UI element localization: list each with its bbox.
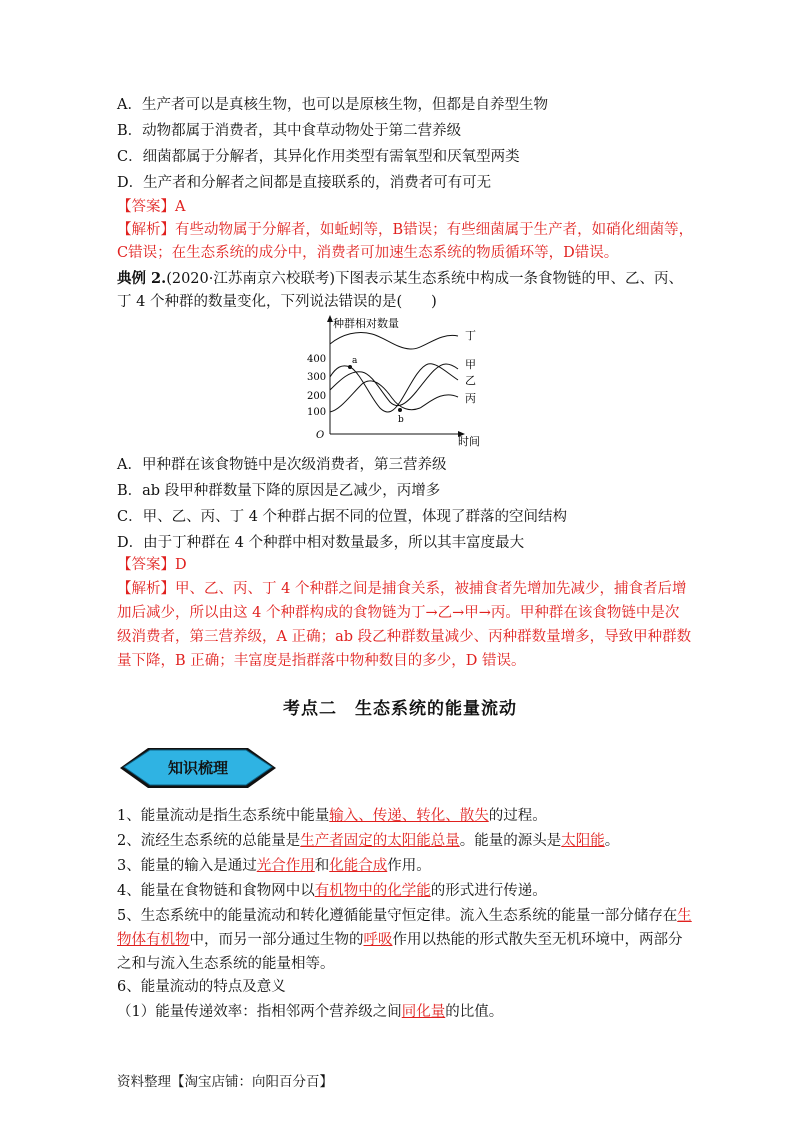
point-5-line-2 [117,930,683,950]
q2-stem-line-2: 丁 4 个种群的数量变化，下列说法错误的是( ) [117,294,437,310]
y-axis-label: 种群相对数量 [333,317,399,330]
knowledge-badge [118,745,278,791]
text: 和 [314,858,330,874]
q2-stem-line-1 [117,269,683,289]
point-5-line-3: 之和与流入生态系统的能量相等。 [117,956,335,972]
q2-answer [117,555,187,575]
blank-fill: 化能合成 [329,858,388,874]
blank-fill: 生产者固定的太阳能总量 [300,833,460,849]
q2-analysis-line-2: 加后减少，所以由这 4 个种群构成的食物链为丁→乙→甲→丙。甲种群在该食物链中是次 [117,605,680,621]
analysis-text: 甲、乙、丙、丁 4 个种群之间是捕食关系，被捕食者先增加先减少，捕食者后增 [175,581,687,597]
text: 2、流经生态系统的总能量是 [117,833,301,849]
series-yi-label: 乙 [465,374,476,387]
q2-analysis-line-1 [117,579,686,599]
y-tick-400: 400 [307,354,327,365]
y-tick-100: 100 [307,407,327,418]
footer-note: 资料整理【淘宝店铺：向阳百分百】 [117,1074,333,1090]
example-label: 典例 2. [117,270,167,287]
analysis-label: 【解析】 [117,581,175,597]
population-chart [300,312,490,447]
text: 的形式进行传递。 [430,883,547,899]
answer-label: 【答案】 [117,199,175,215]
stem-text: (2020·江苏南京六校联考)下图表示某生态系统中构成一条食物链的甲、乙、丙、 [166,271,684,287]
series-ding-label: 丁 [465,329,476,342]
q1-analysis-line-2: C错误；在生态系统的成分中，消费者可加速生态系统的物质循环等，D错误。 [117,245,619,261]
answer-value: A [175,199,186,215]
q1-option-d: D．生产者和分解者之间都是直接联系的，消费者可有可无 [117,175,492,191]
x-axis-label: 时间 [458,435,480,447]
q2-option-d: D．由于丁种群在 4 个种群中相对数量最多，所以其丰富度最大 [117,535,525,551]
text: 3、能量的输入是通过 [117,858,257,874]
answer-label: 【答案】 [117,557,175,573]
answer-value: D [175,557,187,573]
text: 的过程。 [488,808,547,824]
point-2 [117,831,619,851]
series-bing-line [330,381,458,412]
text: （1）能量传递效率：指相邻两个营养级之间 [117,1004,402,1020]
badge-label: 知识梳理 [167,759,229,777]
point-b-label: b [398,415,404,425]
text: 的比值。 [445,1004,504,1020]
q1-answer [117,197,185,217]
blank-fill: 光合作用 [256,858,315,874]
y-tick-200: 200 [307,391,327,402]
origin-label: O [316,430,325,441]
series-jia-label: 甲 [465,358,476,371]
blank-fill: 同化量 [401,1004,446,1020]
blank-fill: 输入、传递、转化、散失 [329,808,489,824]
q1-option-a: A．生产者可以是真核生物，也可以是原核生物，但都是自养型生物 [117,97,548,113]
point-6: 6、能量流动的特点及意义 [117,979,286,995]
text: 4、能量在食物链和食物网中以 [117,883,315,899]
text: 。 [604,833,620,849]
point-5-line-1 [117,906,692,926]
blank-fill: 呼吸 [363,932,393,948]
series-yi-line [330,364,458,406]
blank-fill: 太阳能 [561,833,605,849]
q2-analysis-line-4: 量下降，B 正确；丰富度是指群落中物种数目的多少，D 错误。 [117,653,526,669]
point-b [398,408,402,412]
section-title: 考点二 生态系统的能量流动 [283,699,517,719]
analysis-label: 【解析】 [117,222,175,238]
q2-analysis-line-3: 级消费者，第三营养级，A 正确；ab 段乙种群数量减少、丙种群数量增多，导致甲种群数 [117,629,692,645]
text: 。能量的源头是 [459,833,562,849]
q2-option-a: A．甲种群在该食物链中是次级消费者，第三营养级 [117,457,447,473]
text: 作用以热能的形式散失至无机环境中，两部分 [392,932,683,948]
text: 5、生态系统中的能量流动和转化遵循能量守恒定律。流入生态系统的能量一部分储存在 [117,908,678,924]
point-1 [117,806,547,826]
point-a-label: a [352,356,358,366]
q2-option-c: C．甲、乙、丙、丁 4 个种群占据不同的位置，体现了群落的空间结构 [117,509,568,525]
y-tick-300: 300 [307,372,327,383]
series-ding-line [330,332,458,349]
text: 作用。 [387,858,431,874]
blank-fill: 物体有机物 [117,932,190,948]
analysis-text: 有些动物属于分解者，如蚯蚓等，B错误；有些细菌属于生产者，如硝化细菌等， [175,222,694,238]
point-3 [117,856,431,876]
series-bing-label: 丙 [465,392,476,405]
point-4 [117,881,547,901]
q2-option-b: B．ab 段甲种群数量下降的原因是乙减少，丙增多 [117,483,441,499]
text: 1、能量流动是指生态系统中能量 [117,808,330,824]
q1-option-c: C．细菌都属于分解者，其异化作用类型有需氧型和厌氧型两类 [117,149,520,165]
text: 中，而另一部分通过生物的 [189,932,364,948]
q1-option-b: B．动物都属于消费者，其中食草动物处于第二营养级 [117,123,462,139]
point-6-1 [117,1002,503,1022]
blank-fill: 生 [677,908,692,924]
q1-analysis-line-1 [117,220,693,240]
blank-fill: 有机物中的化学能 [314,883,431,899]
